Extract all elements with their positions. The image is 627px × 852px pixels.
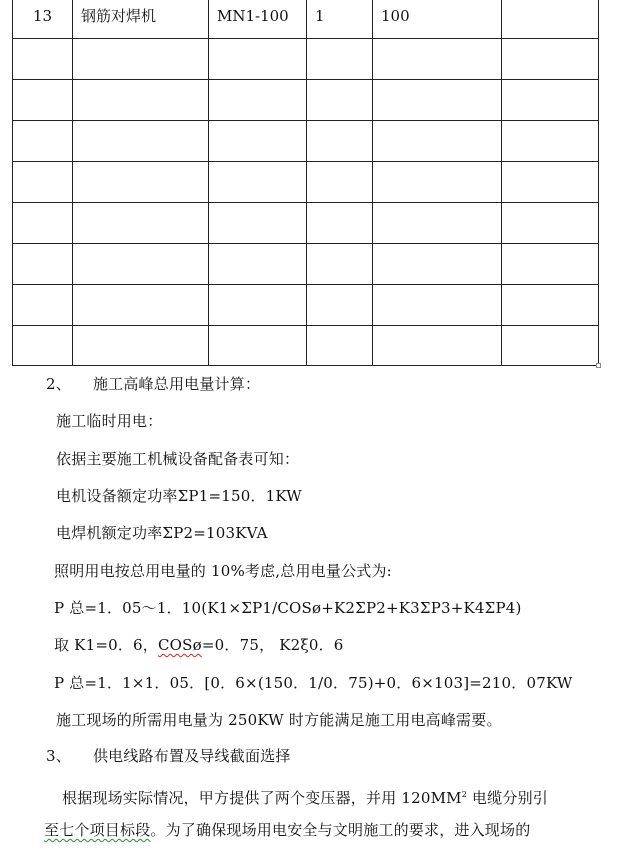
table-cell-power: 100 <box>373 0 502 39</box>
table-cell-remark <box>502 162 599 203</box>
table-row <box>13 244 599 285</box>
line-basis: 依据主要施工机械设备配备表可知： <box>56 450 300 468</box>
table-row <box>13 39 599 80</box>
table-cell-quantity <box>307 203 373 244</box>
table-row <box>13 326 599 366</box>
section-2-number: 2、 <box>46 375 71 393</box>
table-cell-model <box>209 162 307 203</box>
equipment-table <box>12 0 599 366</box>
table-cell-model <box>209 326 307 366</box>
table-cell-remark <box>502 285 599 326</box>
table-cell-equipment-name <box>73 285 209 326</box>
line-temp-power: 施工临时用电： <box>56 412 163 430</box>
table-cell-quantity <box>307 39 373 80</box>
line-motor-power: 电机设备额定功率ΣP1=150．1KW <box>56 487 302 505</box>
table-cell-quantity <box>307 326 373 366</box>
coeff-cos-spellcheck: COSø <box>157 636 202 654</box>
table-cell-equipment-name <box>73 203 209 244</box>
table-cell-equipment-name <box>73 39 209 80</box>
table-cell-index: 13 <box>13 0 73 39</box>
table-cell-model <box>209 203 307 244</box>
table-cell-index <box>13 39 73 80</box>
line-conclusion: 施工现场的所需用电量为 250KW 时方能满足施工用电高峰需要。 <box>56 711 502 729</box>
table-cell-remark <box>502 244 599 285</box>
line-coefficients <box>54 635 344 655</box>
coeff-prefix: 取 K1=0．6， <box>54 636 158 654</box>
table-cell-quantity <box>307 162 373 203</box>
body-line-1-end: 电缆分别引 <box>467 789 548 807</box>
table-cell-model <box>209 121 307 162</box>
table-cell-model <box>209 39 307 80</box>
section-2-heading <box>46 374 260 394</box>
table-cell-quantity: 1 <box>307 0 373 39</box>
body-line-1 <box>62 785 548 808</box>
table-cell-remark <box>502 203 599 244</box>
table-cell-model <box>209 285 307 326</box>
table-row <box>13 203 599 244</box>
table-cell-equipment-name <box>73 162 209 203</box>
table-cell-index <box>13 326 73 366</box>
table-cell-remark <box>502 121 599 162</box>
grammar-check-text: 至七个项目标段 <box>44 821 151 839</box>
table-cell-remark <box>502 80 599 121</box>
table-cell-equipment-name <box>73 121 209 162</box>
table-cell-power <box>373 285 502 326</box>
table-resize-handle[interactable] <box>596 363 601 368</box>
table-row <box>13 121 599 162</box>
table-cell-remark <box>502 326 599 366</box>
table-cell-equipment-name <box>73 326 209 366</box>
section-3-number: 3、 <box>46 747 71 765</box>
table-cell-equipment-name <box>73 80 209 121</box>
section-2-title: 施工高峰总用电量计算： <box>92 375 261 393</box>
table-cell-index <box>13 80 73 121</box>
table-cell-remark <box>502 0 599 39</box>
line-welder-power: 电焊机额定功率ΣP2=103KVA <box>56 524 268 542</box>
line-formula: P 总=1．05～1．10(K1×ΣP1/COSø+K2ΣP2+K3ΣP3+K4ΣP4) <box>54 599 522 617</box>
table-cell-quantity <box>307 285 373 326</box>
table-cell-power <box>373 162 502 203</box>
body-line-2 <box>44 820 530 840</box>
table-cell-index <box>13 244 73 285</box>
table-cell-index <box>13 121 73 162</box>
table-row <box>13 0 599 39</box>
table-cell-power <box>373 203 502 244</box>
table-cell-power <box>373 80 502 121</box>
table-row <box>13 285 599 326</box>
section-3-heading <box>46 746 291 766</box>
table-cell-power <box>373 121 502 162</box>
table-cell-model <box>209 80 307 121</box>
table-cell-power <box>373 39 502 80</box>
line-calculation: P 总=1．1×1．05．[0．6×(150．1/0．75)+0．6×103]=210．07KW <box>54 674 573 692</box>
table-cell-model: MN1-100 <box>209 0 307 39</box>
table-cell-quantity <box>307 244 373 285</box>
section-3-title: 供电线路布置及导线截面选择 <box>92 747 291 765</box>
table-cell-power <box>373 244 502 285</box>
table-row <box>13 80 599 121</box>
table-cell-index <box>13 285 73 326</box>
table-cell-model <box>209 244 307 285</box>
superscript-2: 2 <box>461 790 468 799</box>
table-cell-quantity <box>307 121 373 162</box>
table-cell-remark <box>502 39 599 80</box>
table-cell-index <box>13 203 73 244</box>
table-row <box>13 162 599 203</box>
table-cell-index <box>13 162 73 203</box>
table-cell-equipment-name: 钢筋对焊机 <box>73 0 209 39</box>
body-line-1-text: 根据现场实际情况，甲方提供了两个变压器，并用 120MM <box>62 789 462 807</box>
line-lighting: 照明用电按总用电量的 10%考虑,总用电量公式为: <box>54 562 392 580</box>
table-cell-quantity <box>307 80 373 121</box>
body-line-2-rest: 。为了确保现场用电安全与文明施工的要求，进入现场的 <box>150 821 531 839</box>
coeff-suffix: =0．75， K2ξ0．6 <box>201 636 344 654</box>
table-cell-equipment-name <box>73 244 209 285</box>
table-cell-power <box>373 326 502 366</box>
